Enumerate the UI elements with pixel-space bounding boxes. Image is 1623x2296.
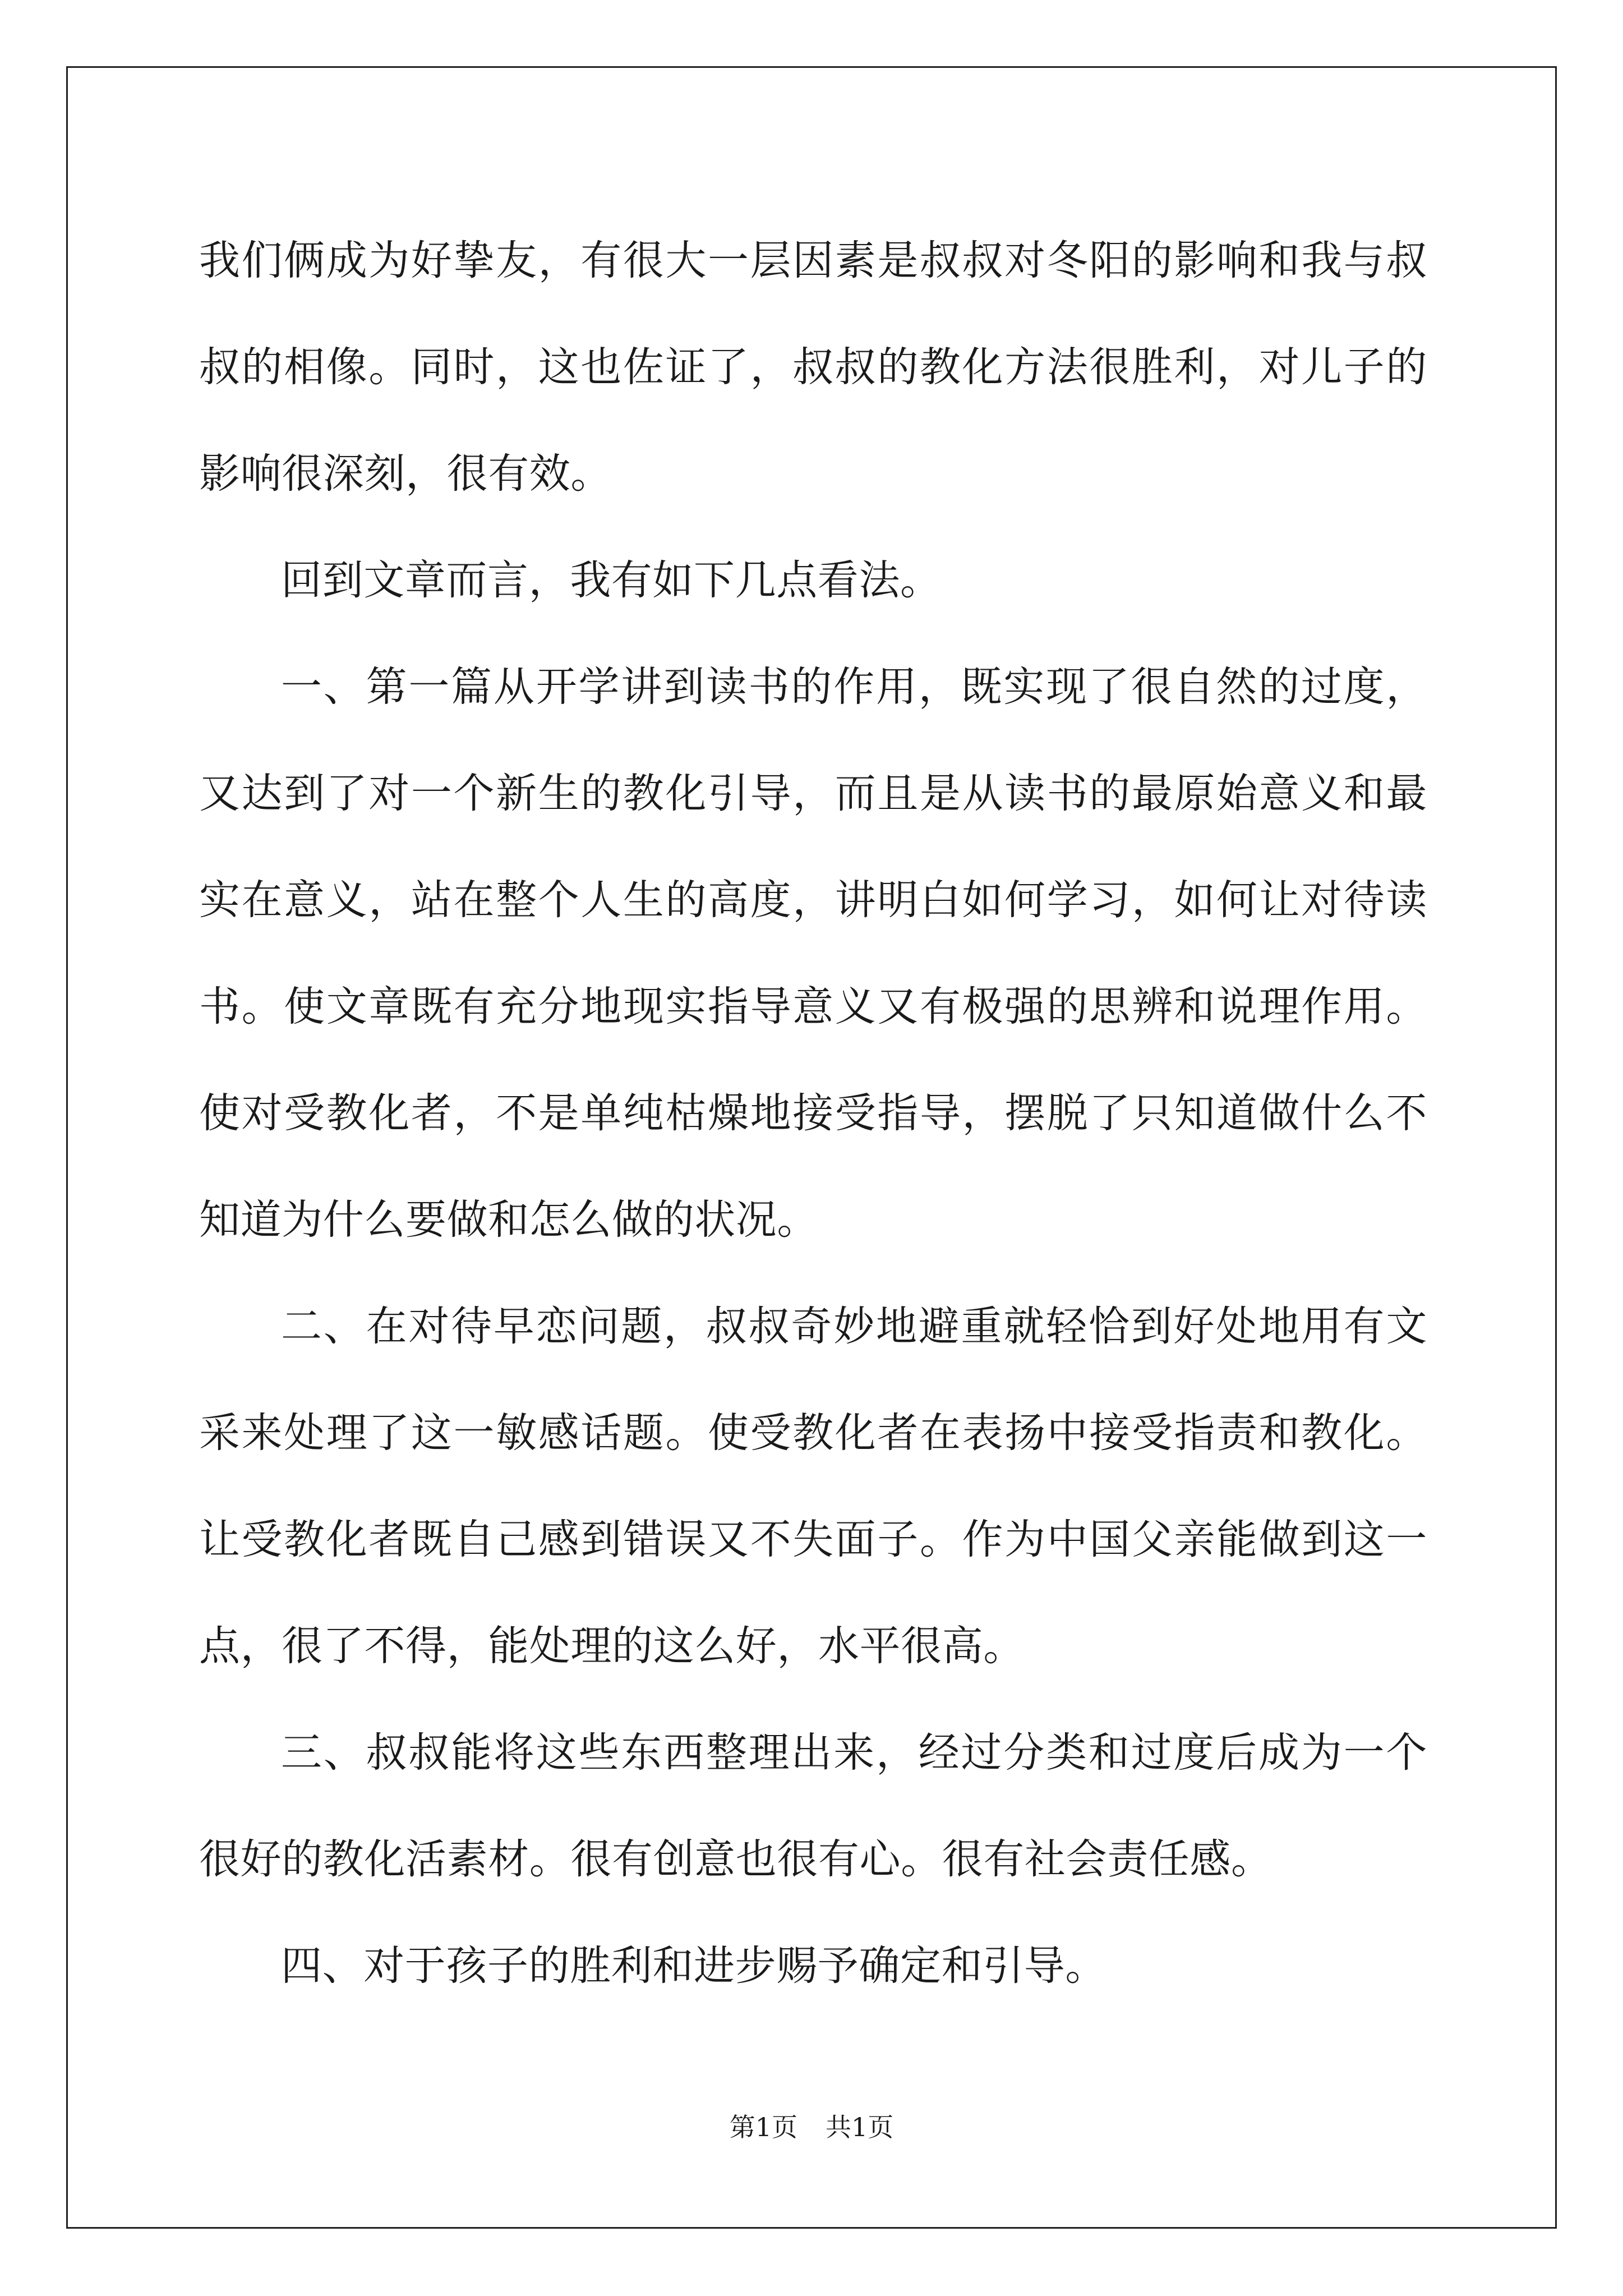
paragraph-3: 一、第一篇从开学讲到读书的作用，既实现了很自然的过度，又达到了对一个新生的教化引导，而且是从读书的最原始意义和最实在意义，站在整个人生的高度，讲明白如何学习，如何让对待读书。使文章既有充分地现实指导意义又有极强的思辨和说理作用。使对受教化者，不是单纯枯燥地接受指导，摆脱了只知道做什么不知道为什么要做和怎么做的状况。	[199, 663, 1427, 1244]
paragraph-6: 四、对于孩子的胜利和进步赐予确定和引导。	[281, 1942, 1106, 1990]
paragraph-2: 回到文章而言，我有如下几点看法。	[281, 556, 942, 604]
paragraph-1: 我们俩成为好挚友，有很大一层因素是叔叔对冬阳的影响和我与叔叔的相像。同时，这也佐证了，叔叔的教化方法很胜利，对儿子的影响很深刻，很有效。	[199, 237, 1427, 498]
paragraph-4: 二、在对待早恋问题，叔叔奇妙地避重就轻恰到好处地用有文采来处理了这一敏感话题。使受教化者在表扬中接受指责和教化。让受教化者既自己感到错误又不失面子。作为中国父亲能做到这一点，很了不得，能处理的这么好，水平很高。	[199, 1303, 1427, 1670]
page-footer	[0, 2110, 1623, 2144]
paragraph-5: 三、叔叔能将这些东西整理出来，经过分类和过度后成为一个很好的教化活素材。很有创意也很有心。很有社会责任感。	[199, 1729, 1427, 1883]
page-number-current: 第1页	[729, 2112, 797, 2142]
page-number-total: 共1页	[826, 2112, 894, 2142]
document-body	[199, 208, 1427, 2019]
